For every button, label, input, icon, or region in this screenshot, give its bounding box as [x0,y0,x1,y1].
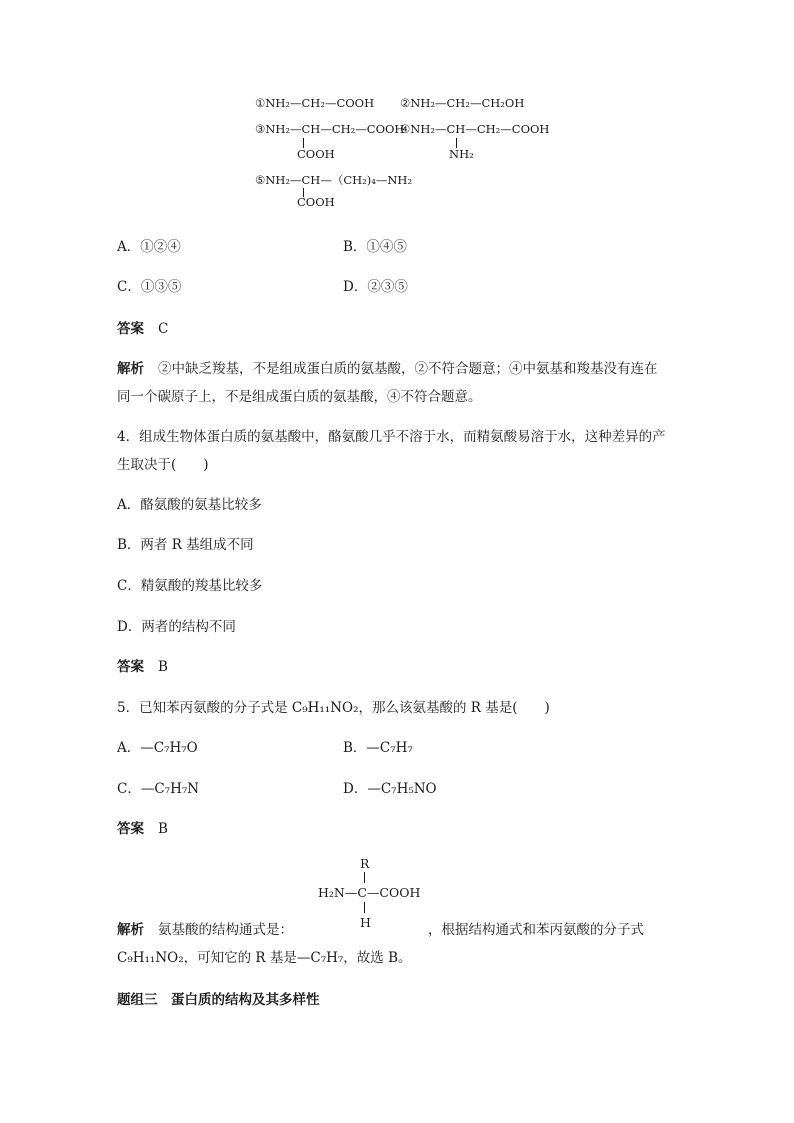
q3-option-a: A．①②④ [117,239,181,255]
formula-5-sub: COOH [297,195,335,209]
q3-option-b: B．①④⑤ [343,239,407,255]
q5-analysis-line2: C₉H₁₁NO₂，可知它的 R 基是—C₇H₇，故选 B。 [117,950,412,966]
q5-option-a: A．—C₇H₇O [117,740,198,756]
analysis-text: 氨基酸的结构通式是： [158,922,293,938]
q5-analysis-line1-pre [117,918,293,938]
formula-5: ⑤NH₂—CH—（CH₂)₄—NH₂ [255,173,413,187]
formula-2: ②NH₂—CH₂—CH₂OH [400,96,525,110]
q4-answer [117,655,168,675]
q5-answer [117,817,168,837]
q3-analysis-line2: 同一个碳原子上，不是组成蛋白质的氨基酸，④不符合题意。 [117,389,482,405]
answer-value: B [158,659,168,675]
q4-stem-line2: 生取决于( ) [117,457,209,473]
answer-label: 答案 [117,659,144,675]
q4-option-d: D．两者的结构不同 [117,619,236,635]
q5-option-d: D．—C₇H₅NO [343,781,437,797]
q3-answer [117,317,168,337]
q5-stem: 5．已知苯丙氨酸的分子式是 C₉H₁₁NO₂，那么该氨基酸的 R 基是( ) [117,700,550,716]
q3-option-d: D．②③⑤ [343,279,408,295]
structure-r-group: R [360,856,370,871]
structure-h: H [360,915,371,930]
analysis-label: 解析 [117,361,144,377]
answer-label: 答案 [117,321,144,337]
q3-option-c: C．①③⑤ [117,279,182,295]
answer-value: B [158,821,168,837]
formula-3: ③NH₂—CH—CH₂—COOH [255,122,405,136]
q4-option-c: C．精氨酸的羧基比较多 [117,578,263,594]
q5-analysis-line1-post: ，根据结构通式和苯丙氨酸的分子式 [428,922,644,938]
structure-backbone: H₂N—C—COOH [318,885,421,900]
q4-option-a: A．酪氨酸的氨基比较多 [117,497,262,513]
section-heading: 题组三 蛋白质的结构及其多样性 [117,992,320,1008]
answer-label: 答案 [117,821,144,837]
analysis-label: 解析 [117,922,144,938]
analysis-text: ②中缺乏羧基，不是组成蛋白质的氨基酸，②不符合题意；④中氨基和羧基没有连在 [158,361,658,377]
q4-stem-line1: 4．组成生物体蛋白质的氨基酸中，酪氨酸几乎不溶于水，而精氨酸易溶于水，这种差异的产 [117,429,666,445]
bond-line [364,902,365,913]
answer-value: C [158,321,169,337]
q5-option-c: C．—C₇H₇N [117,781,200,797]
q3-analysis-line1 [117,357,658,377]
q4-option-b: B．两者 R 基组成不同 [117,537,254,553]
formula-3-sub: COOH [297,147,335,161]
formula-4-sub: NH₂ [449,147,474,161]
formula-1: ①NH₂—CH₂—COOH [255,96,375,110]
formula-4: ④NH₂—CH—CH₂—COOH [400,122,550,136]
q5-option-b: B．—C₇H₇ [343,740,413,756]
bond-line [364,872,365,883]
